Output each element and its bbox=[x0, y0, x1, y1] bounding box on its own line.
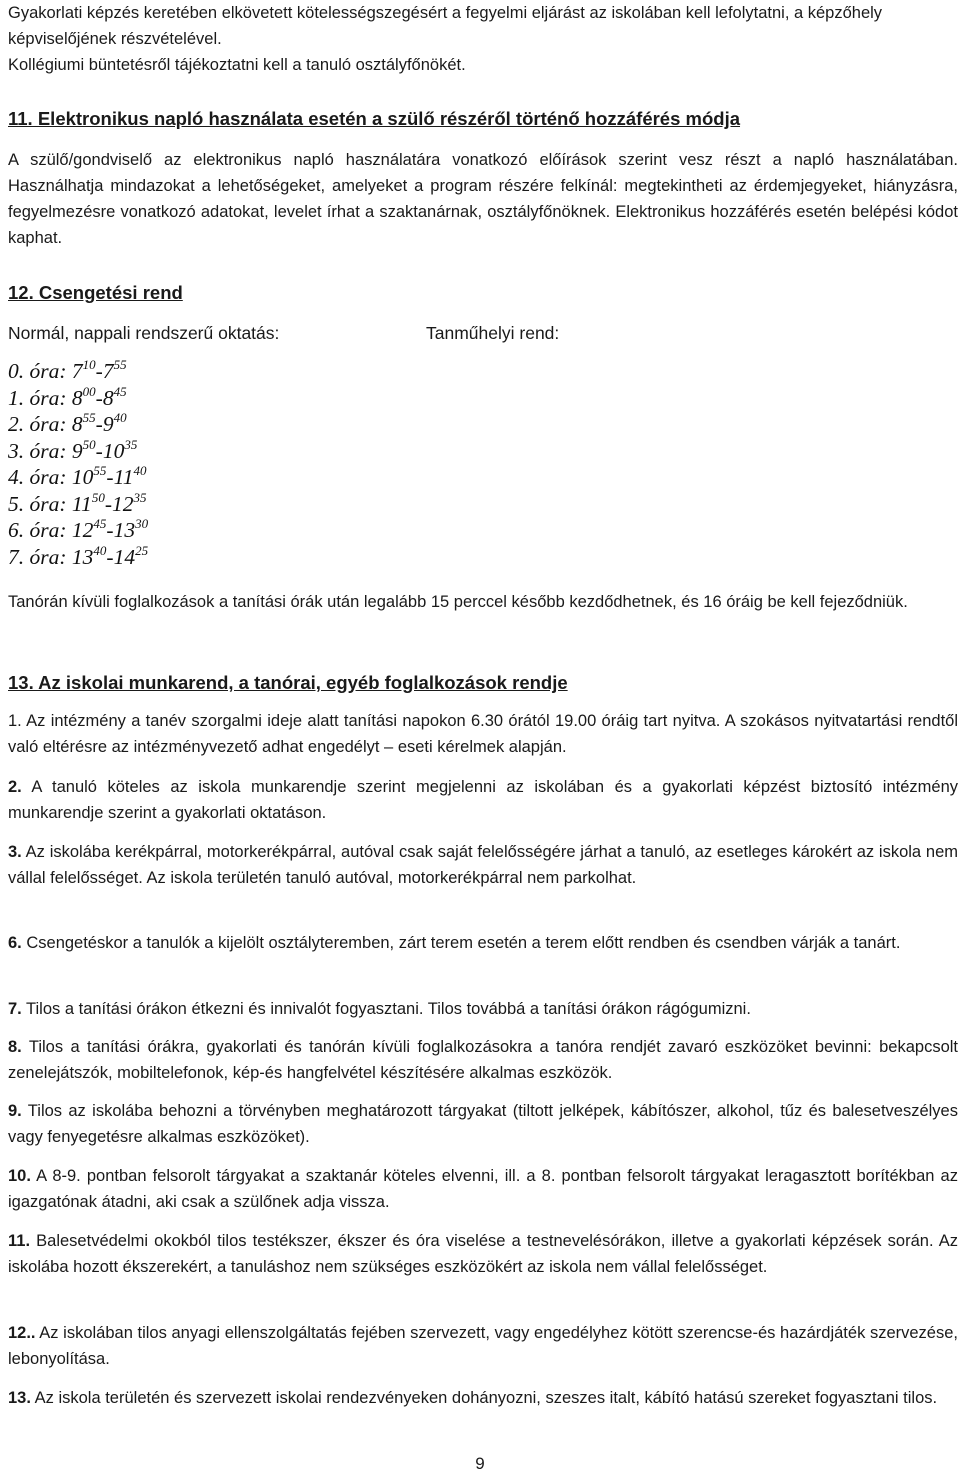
schedule-row: 2. óra: $8^{55}-9^{40}$ bbox=[8, 410, 127, 436]
rule-item: 7. Tilos a tanítási órákon étkezni és innivalót fogyasztani. Tilos továbbá a tanítási órákon rágógumizni. bbox=[8, 1000, 751, 1018]
bell-schedule bbox=[8, 358, 183, 570]
section-12-title: 12. Csengetési rend bbox=[8, 282, 183, 303]
rule-item: 3. Az iskolába kerékpárral, motorkerékpárral, autóval csak saját felelősségére járhat a tanuló, az esetleges károkért az iskola nem vállal felelősséget. Az iskola területén tanuló autóval, motorkerékpárral nem parkolhat. bbox=[8, 843, 958, 887]
schedule-row: 1. óra: $8^{00}-8^{45}$ bbox=[8, 383, 127, 410]
schedule-row: 0. óra: $7^{10}-7^{55}$ bbox=[8, 357, 127, 383]
intro-line-2: Kollégiumi büntetésről tájékoztatni kell a tanuló osztályfőnökét. bbox=[8, 56, 466, 74]
rule-item: 9. Tilos az iskolába behozni a törvényben meghatározott tárgyakat (tiltott jelképek, kábítószer, alkohol, tűz és balesetveszélyes vagy fenyegetésre alkalmas eszközöket). bbox=[8, 1102, 958, 1146]
extracurricular-note: Tanórán kívüli foglalkozások a tanítási órák után legalább 15 perccel később kezdődhetnek, és 16 óráig be kell fejeződniük. bbox=[8, 593, 908, 611]
schedule-row: 3. óra: $9^{50}-10^{35}$ bbox=[8, 436, 138, 463]
rule-item: 6. Csengetéskor a tanulók a kijelölt osztályteremben, zárt terem esetén a terem előtt rendben és csendben várják a tanárt. bbox=[8, 934, 901, 952]
rule-item: 8. Tilos a tanítási órákra, gyakorlati és tanórán kívüli foglalkozásokra a tanóra rendjét zavaró eszközöket bevinni: bekapcsolt zenelejátszók, mobiltelefonok, kép-és hangfelvétel készítésére alkalmas eszközök. bbox=[8, 1038, 958, 1082]
rule-item: 10. A 8-9. pontban felsorolt tárgyakat a szaktanár köteles elvenni, ill. a 8. pontban felsorolt tárgyakat leragasztott borítékban az igazgatónak átadni, aki csak a szülőnek adja vissza. bbox=[8, 1167, 958, 1211]
schedule-row: 5. óra: $11^{50}-12^{35}$ bbox=[8, 489, 147, 516]
rule-item: 12.. Az iskolában tilos anyagi ellenszolgáltatás fejében szervezett, vagy engedélyhez kötött szerencse-és hazárdjáték szervezése, lebonyolítása. bbox=[8, 1324, 958, 1368]
intro-line-1: Gyakorlati képzés keretében elkövetett kötelességszegésért a fegyelmi eljárást az iskolában kell lefolytatni, a képzőhely képviselőjének részvételével. bbox=[8, 4, 883, 48]
page-number: 9 bbox=[475, 1454, 485, 1473]
schedule-label-workshop: Tanműhelyi rend: bbox=[426, 323, 560, 343]
intro-paragraph bbox=[8, 0, 958, 78]
rule-item: 13. Az iskola területén és szervezett iskolai rendezvényeken dohányozni, szeszes italt, kábító hatású szereket fogyasztani tilos. bbox=[8, 1389, 938, 1407]
section-11-text: A szülő/gondviselő az elektronikus napló használatára vonatkozó előírások szerint vesz részt a napló használatában. Használhatja mindazokat a lehetőségeket, amelyeket a program részére felkínál: megtekintheti az érdemjegyeket, hiányzásra, fegyelmezésre vonatkozó adatokat, levelet írhat a szaktanárnak, osztályfőnöknek. Elektronikus hozzáférés esetén belépési kódot kaphat. bbox=[8, 151, 958, 247]
rule-item: 1. Az intézmény a tanév szorgalmi ideje alatt tanítási napokon 6.30 órától 19.00 óráig tart nyitva. A szokásos nyitvatartási rendtől való eltérésre az intézményvezető adhat engedélyt – eseti kérelmek alapján. bbox=[8, 712, 958, 756]
section-11-title: 11. Elektronikus napló használata esetén a szülő részéről történő hozzáférés módja bbox=[8, 108, 741, 129]
schedule-row: 4. óra: $10^{55}-11^{40}$ bbox=[8, 463, 147, 489]
schedule-row: 7. óra: $13^{40}-14^{25}$ bbox=[8, 542, 149, 569]
rule-item: 11. Balesetvédelmi okokból tilos testékszer, ékszer és óra viselése a testnevelésórákon, illetve a gyakorlati képzések során. Az iskolába hozott ékszerekért, a tanuláshoz nem szükséges eszközökért az iskola nem vállal felelősséget. bbox=[8, 1232, 958, 1276]
rule-item: 2. A tanuló köteles az iskola munkarendje szerint megjelenni az iskolában és a gyakorlati képzést biztosító intézmény munkarendje szerint a gyakorlati oktatáson. bbox=[8, 778, 958, 822]
section-13-title: 13. Az iskolai munkarend, a tanórai, egyéb foglalkozások rendje bbox=[8, 672, 568, 693]
schedule-label-normal: Normál, nappali rendszerű oktatás: bbox=[8, 323, 280, 343]
schedule-row: 6. óra: $12^{45}-13^{30}$ bbox=[8, 516, 149, 542]
